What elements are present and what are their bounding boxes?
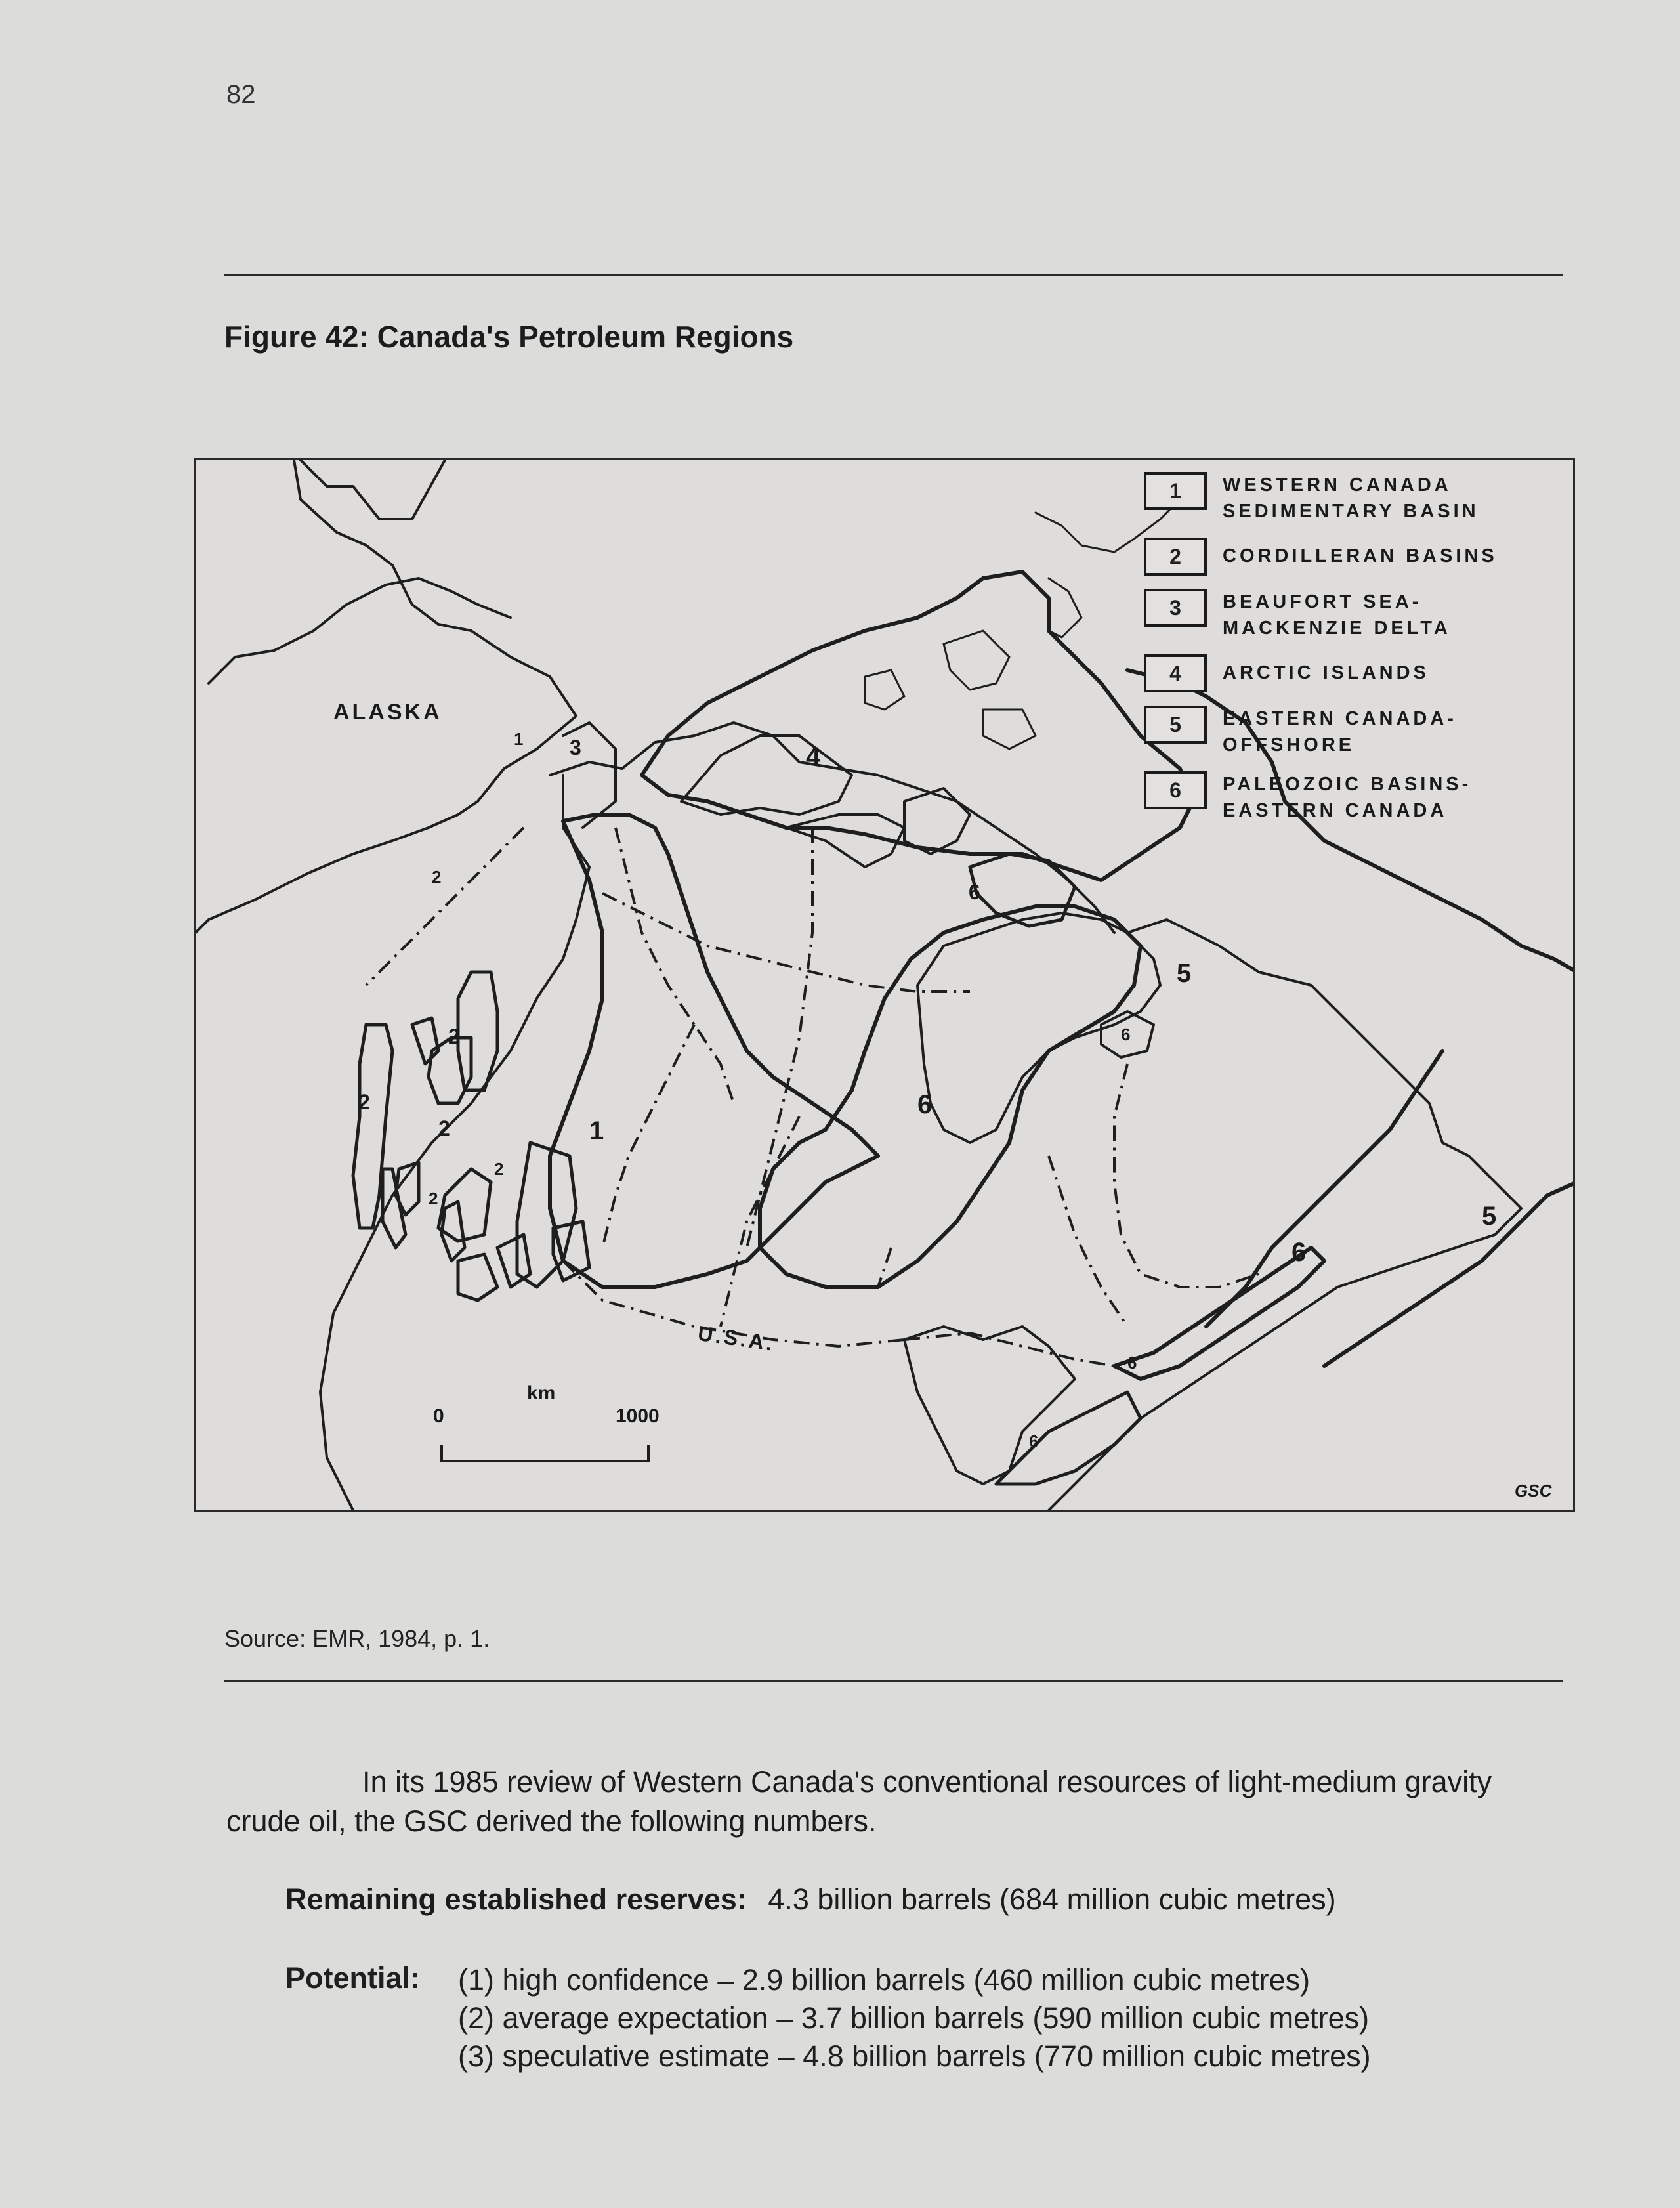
figure-source: Source: EMR, 1984, p. 1. <box>224 1625 490 1652</box>
region-2-basin-e <box>438 1169 491 1241</box>
legend-number: 1 <box>1144 472 1207 510</box>
legend-label: WESTERN CANADA SEDIMENTARY BASIN <box>1223 475 1479 522</box>
territories-boundary <box>602 893 970 992</box>
region-3-label: 3 <box>570 736 581 759</box>
potential-item: (1) high confidence – 2.9 billion barrels (460 million cubic metres) <box>458 1963 1311 1997</box>
region-2-basin-g <box>497 1235 530 1287</box>
page-number: 82 <box>226 80 256 109</box>
region-6-label-foxe: 6 <box>969 880 980 904</box>
body-paragraph-text: In its 1985 review of Western Canada's conventional resources of light-medium gravity crude oil, the GSC derived the following numbers. <box>226 1765 1492 1838</box>
potential-list <box>458 1961 1371 2075</box>
region-6-label-ungava: 6 <box>1121 1025 1131 1044</box>
scale-bar <box>442 1445 648 1461</box>
scale-start: 0 <box>433 1405 444 1427</box>
region-2-label-d: 2 <box>438 1116 450 1140</box>
legend-number: 4 <box>1144 654 1207 692</box>
region-2-label-a: 2 <box>432 867 442 887</box>
potential-item: (2) average expectation – 3.7 billion barrels (590 million cubic metres) <box>458 2001 1370 2035</box>
us-canada-border-east <box>904 1333 1114 1366</box>
region-2-basin-h <box>353 1025 392 1228</box>
region-6-label-anticosti: 6 <box>1292 1238 1307 1267</box>
region-1b-label: 1 <box>514 729 524 749</box>
alaska-label: ALASKA <box>333 700 442 725</box>
reserves-line <box>285 1882 1336 1917</box>
region-1-label: 1 <box>589 1116 604 1145</box>
legend-number: 2 <box>1144 538 1207 576</box>
great-lakes <box>904 1327 1075 1484</box>
legend-number: 6 <box>1144 771 1207 809</box>
figure-title: Figure 42: Canada's Petroleum Regions <box>224 320 794 354</box>
legend-item <box>1144 706 1551 758</box>
scale-end: 1000 <box>616 1405 660 1427</box>
region-6-label-ontario: 6 <box>1029 1432 1039 1451</box>
potential-label: Potential: <box>285 1961 421 1995</box>
legend-item <box>1144 538 1551 576</box>
scale-unit: km <box>527 1382 556 1404</box>
quebec-labrador-border <box>1114 1064 1259 1287</box>
reserves-label: Remaining established reserves: <box>285 1882 747 1916</box>
region-4-label: 4 <box>806 742 821 771</box>
map-figure <box>194 458 1575 1512</box>
region-6-label-stlawrence: 6 <box>1127 1353 1137 1372</box>
region-2-basin-c <box>412 1018 438 1064</box>
legend-item <box>1144 654 1551 692</box>
provincial-border-c <box>747 828 812 1248</box>
region-1-basin <box>550 815 878 1287</box>
region-5-label-north: 5 <box>1177 959 1192 988</box>
region-2-basin-f <box>458 1254 497 1300</box>
legend-number: 5 <box>1144 706 1207 744</box>
region-2-label-f: 2 <box>429 1189 438 1208</box>
reserves-value: 4.3 billion barrels (684 million cubic metres) <box>768 1882 1336 1916</box>
provincial-border-a <box>602 1025 694 1248</box>
legend-label: PALEOZOIC BASINS- EASTERN CANADA <box>1223 774 1472 821</box>
bottom-rule <box>224 1680 1563 1682</box>
region-2-label-b: 2 <box>448 1025 460 1048</box>
legend-label: EASTERN CANADA- OFFSHORE <box>1223 708 1457 755</box>
alaska-yukon-border <box>366 828 524 985</box>
potential-item: (3) speculative estimate – 4.8 billion barrels (770 million cubic metres) <box>458 2039 1371 2073</box>
map-legend <box>1144 472 1551 837</box>
alaska-coastline <box>196 460 576 933</box>
gsc-credit: GSC <box>1515 1481 1552 1500</box>
legend-item <box>1144 589 1551 641</box>
legend-number: 3 <box>1144 589 1207 627</box>
region-5-label-east: 5 <box>1482 1202 1497 1231</box>
region-2-label-e: 2 <box>494 1159 504 1179</box>
usa-label: U.S.A. <box>696 1321 777 1356</box>
legend-label: BEAUFORT SEA- MACKENZIE DELTA <box>1223 591 1451 639</box>
region-6-basin <box>760 906 1141 1287</box>
legend-item <box>1144 771 1551 824</box>
region-2-basin-a <box>458 972 497 1090</box>
legend-label: CORDILLERAN BASINS <box>1223 545 1498 566</box>
region-2-label-c: 2 <box>358 1090 370 1114</box>
region-6-label-main: 6 <box>917 1090 933 1119</box>
labrador-coast <box>1049 920 1521 1510</box>
body-paragraph <box>226 1762 1565 1841</box>
legend-label: ARCTIC ISLANDS <box>1223 662 1429 683</box>
legend-item <box>1144 472 1551 524</box>
top-rule <box>224 274 1563 276</box>
